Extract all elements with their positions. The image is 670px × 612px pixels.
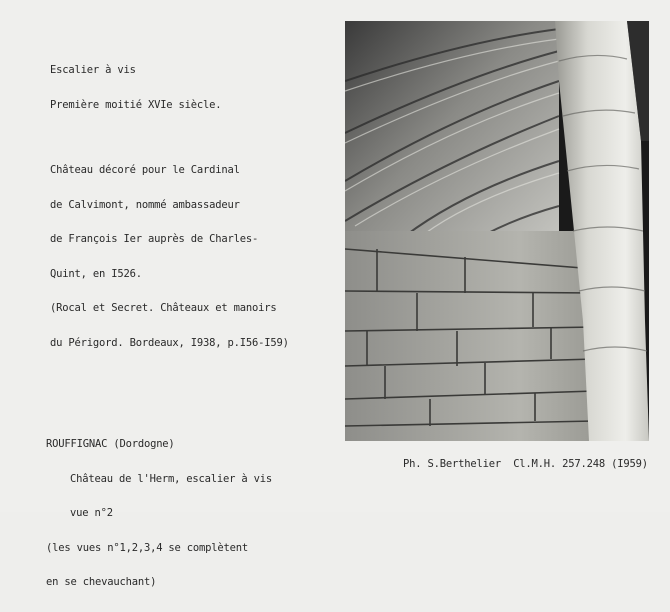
description-line: Quint, en I526. [50, 267, 142, 280]
view-number-line: vue n°2 [70, 507, 113, 519]
commune-line: ROUFFIGNAC (Dordogne) [46, 438, 175, 450]
date-line: Première moitié XVIe siècle. [50, 98, 222, 111]
staircase-photo [345, 21, 649, 441]
description-line: de Calvimont, nommé ambassadeur [50, 198, 240, 211]
photo-credit: Ph. S.Berthelier Cl.M.H. 257.248 (I959) [403, 458, 648, 470]
monument-line: Château de l'Herm, escalier à vis [70, 472, 273, 485]
view-note-line: en se chevauchant) [46, 576, 157, 588]
description-line: Château décoré pour le Cardinal [50, 164, 240, 176]
location-block [46, 416, 272, 612]
view-note-line: (les vues n°1,2,3,4 se complètent [46, 541, 249, 554]
reference-line: (Rocal et Secret. Châteaux et manoirs [50, 302, 277, 314]
notes-top [50, 42, 289, 372]
reference-line: du Périgord. Bordeaux, I938, p.I56-I59) [50, 336, 289, 349]
description-line: de François Ier auprès de Charles- [50, 233, 259, 245]
subject-line: Escalier à vis [50, 64, 136, 76]
